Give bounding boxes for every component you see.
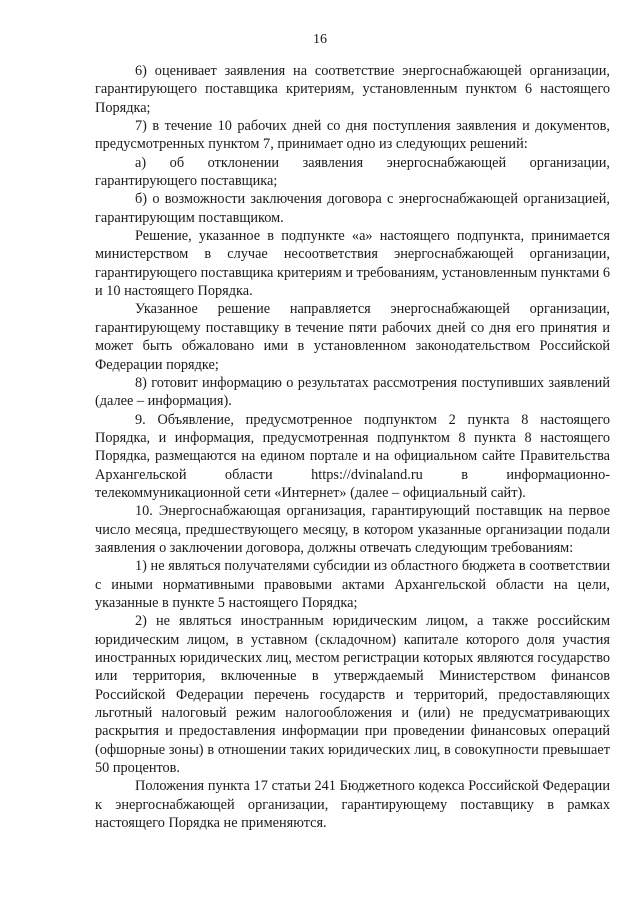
paragraph-subitem-a: а) об отклонении заявления энергоснабжающей организации, гарантирующего поставщика; bbox=[95, 154, 610, 190]
paragraph-item-8: 8) готовит информацию о результатах рассмотрения поступивших заявлений (далее – информация). bbox=[95, 374, 610, 410]
paragraph-decision: Решение, указанное в подпункте «а» настоящего подпункта, принимается министерством в случае несоответствия энергоснабжающей организации, гарантирующего поставщика критериям и требованиям, установленным пунктами 6 и 10 настоящего Порядка. bbox=[95, 228, 610, 300]
paragraph-requirement-2: 2) не являться иностранным юридическим лицом, а также российским юридическим лицом, в уставном (складочном) капитале которого доля участия иностранных юридических лиц, местом регистрации которых являются государство или территория, включенные в утверждаемый Министерством финансов Российской Федерации перечень государств и территорий, предоставляющих льготный налоговый режим налогообложения и (или) не предусматривающих раскрытия и предоставления информации при проведении финансовых операций (офшорные зоны) в отношении таких юридических лиц, в совокупности превышает 50 процентов. bbox=[95, 613, 610, 777]
document-body bbox=[95, 62, 610, 832]
paragraph-decision-notice: Указанное решение направляется энергоснабжающей организации, гарантирующему поставщику в течение пяти рабочих дней со дня его принятия и может быть обжаловано ими в установленном законодательством Российской Федерации порядке; bbox=[95, 301, 610, 373]
paragraph-item-6: 6) оценивает заявления на соответствие энергоснабжающей организации, гарантирующего поставщика критериям, установленным пунктом 6 настоящего Порядка; bbox=[95, 63, 610, 116]
paragraph-requirement-1: 1) не являться получателями субсидии из областного бюджета в соответствии с иными нормативными правовыми актами Архангельской области на цели, указанные в пункте 5 настоящего Порядка; bbox=[95, 558, 610, 611]
page-number: 16 bbox=[313, 32, 327, 47]
paragraph-clause-10: 10. Энергоснабжающая организация, гарантирующий поставщик на первое число месяца, предшествующего месяцу, в котором указанные организации подали заявления о заключении договора, должны отвечать следующим требованиям: bbox=[95, 503, 610, 556]
paragraph-clause-9: 9. Объявление, предусмотренное подпунктом 2 пункта 8 настоящего Порядка, и информация, предусмотренная подпунктом 8 пункта 8 настоящего Порядка, размещаются на едином портале и на официальном сайте Правительства Архангельской области https://dvinaland.ru в информационно-телекоммуникационной сети «Интернет» (далее – официальный сайт). bbox=[95, 411, 610, 501]
paragraph-final-provisions: Положения пункта 17 статьи 241 Бюджетного кодекса Российской Федерации к энергоснабжающей организации, гарантирующему поставщику в рамках настоящего Порядка не применяются. bbox=[95, 778, 610, 832]
paragraph-subitem-b: б) о возможности заключения договора с энергоснабжающей организацией, гарантирующим поставщиком. bbox=[95, 191, 610, 226]
paragraph-item-7: 7) в течение 10 рабочих дней со дня поступления заявления и документов, предусмотренных пунктом 7, принимает одно из следующих решений: bbox=[95, 118, 610, 153]
